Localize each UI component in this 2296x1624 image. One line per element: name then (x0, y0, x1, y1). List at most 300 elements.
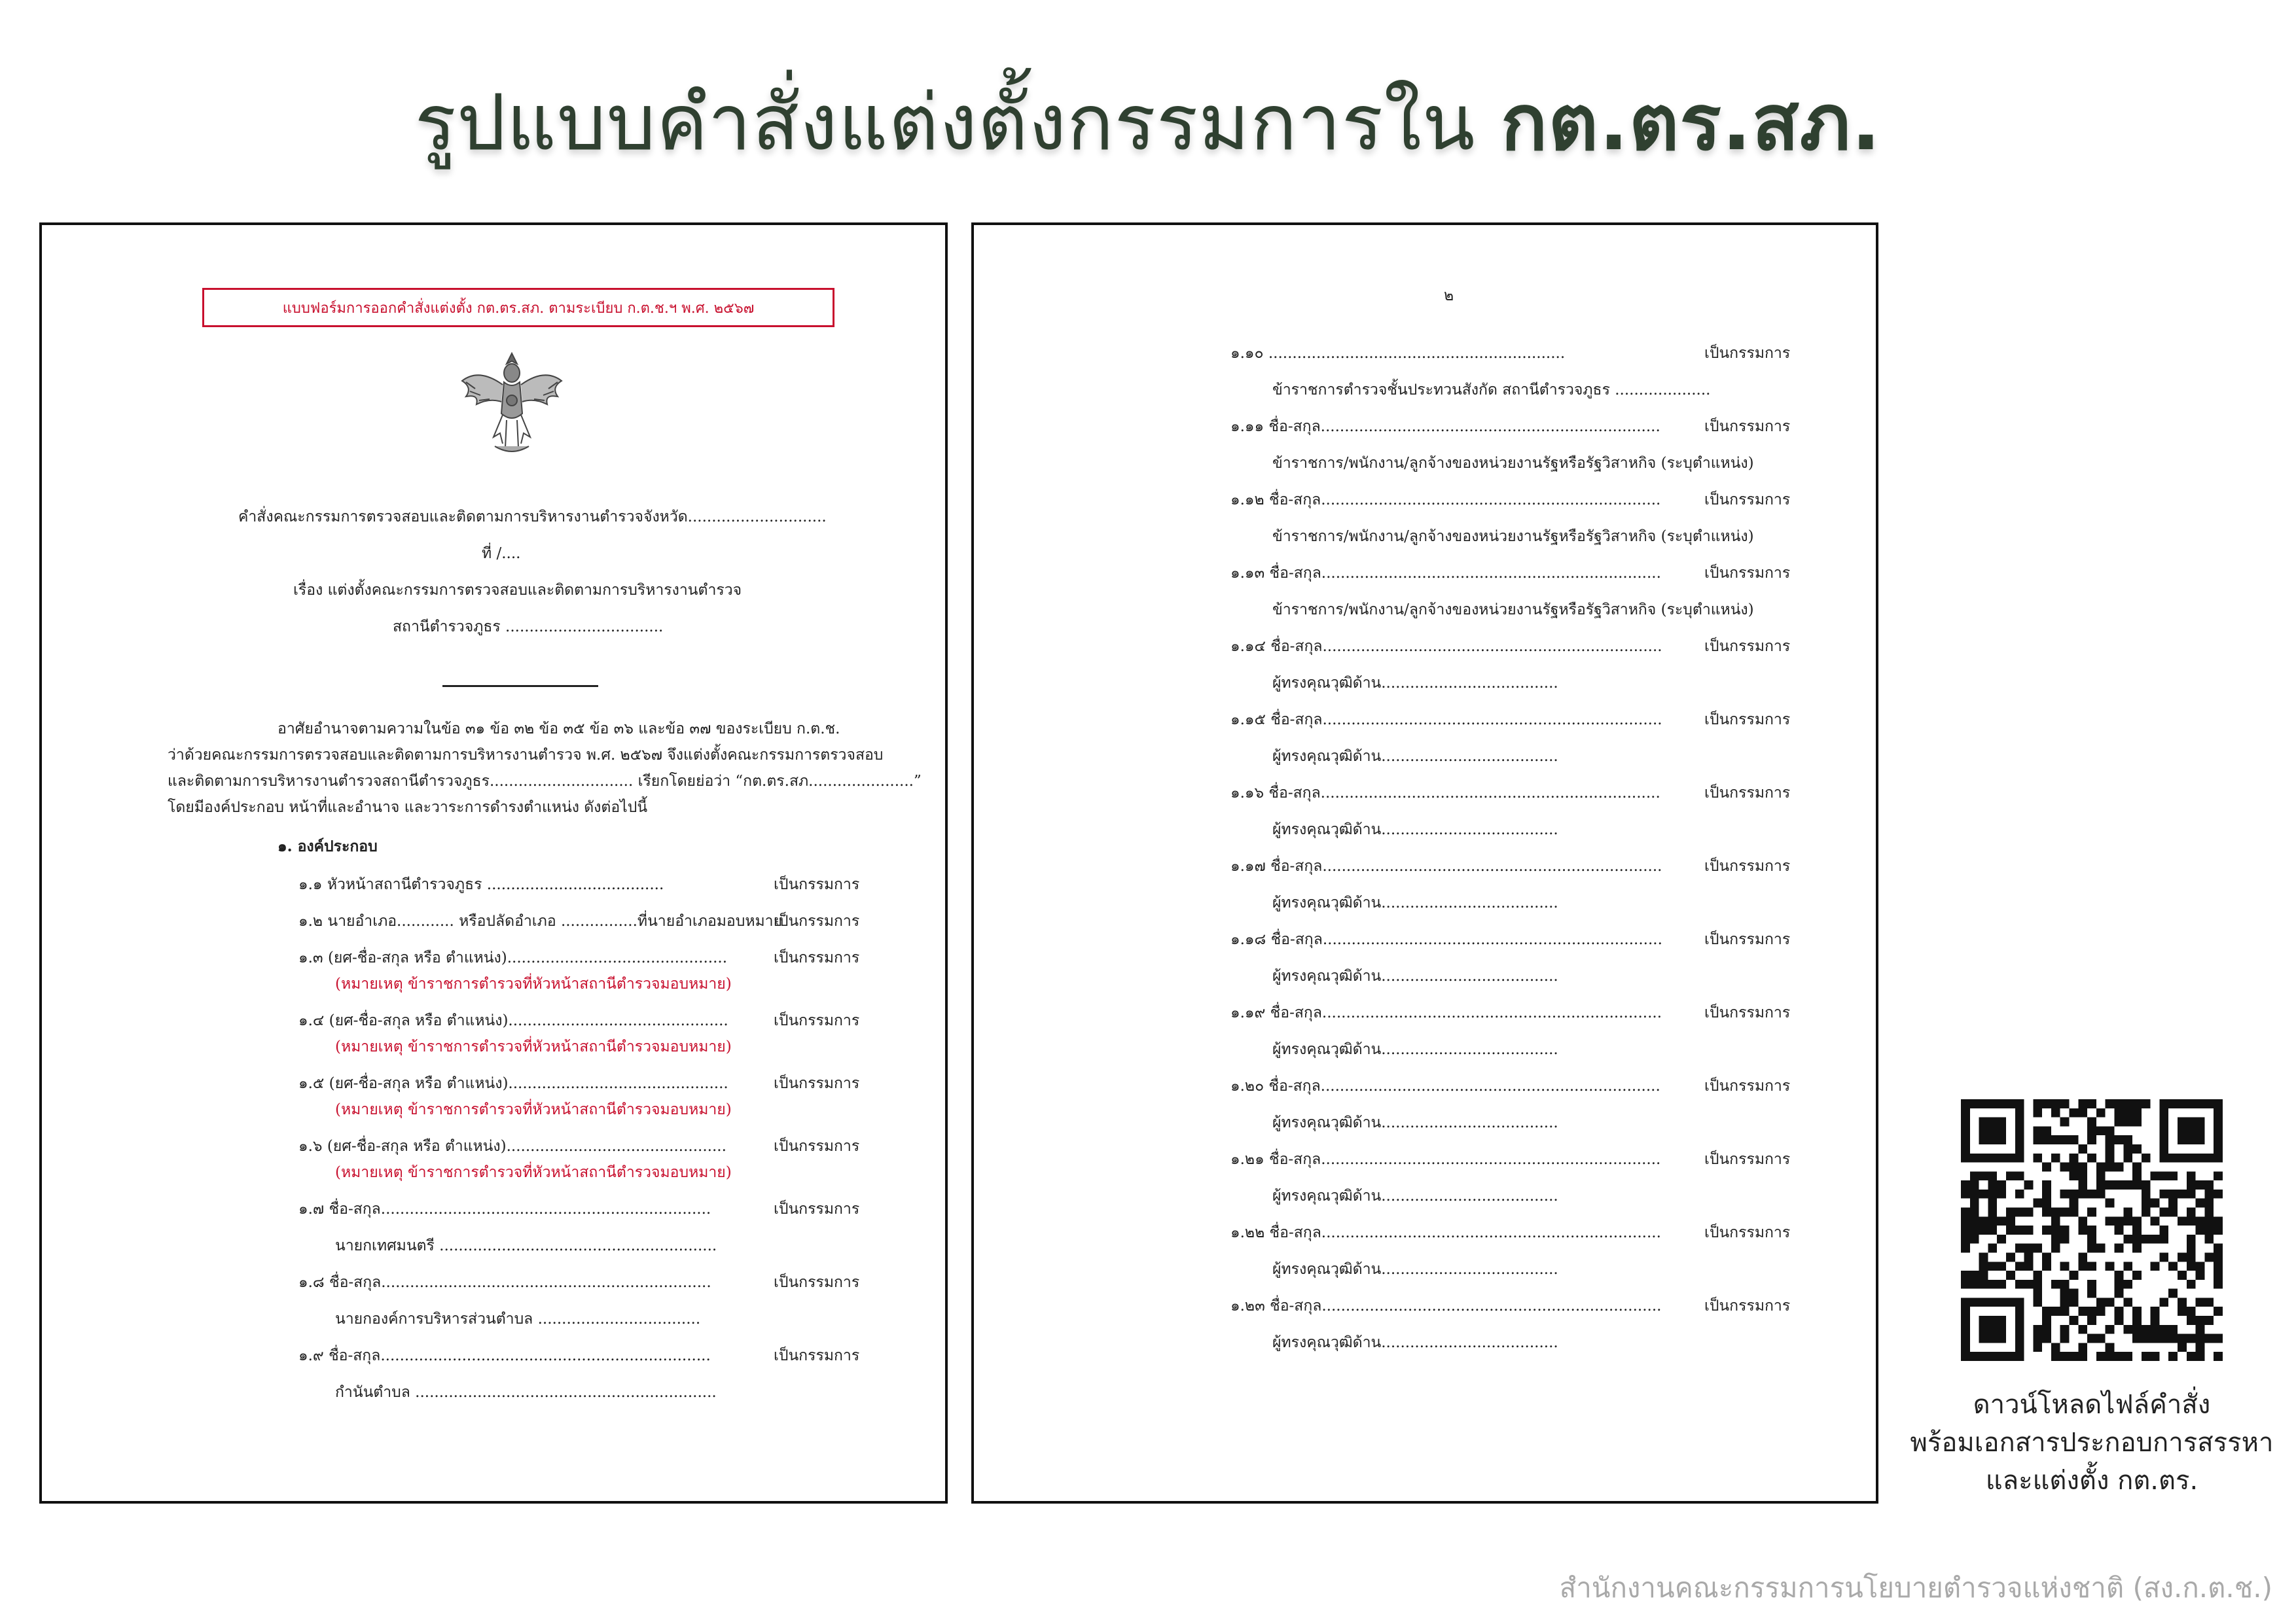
item-role: เป็นกรรมการ (774, 1201, 860, 1218)
item-text: ๑.๑๗ ชื่อ-สกุล....................................................................... (1230, 858, 1662, 875)
qr-module (2060, 1118, 2070, 1127)
qr-module (2214, 1190, 2223, 1199)
qr-module (2196, 1271, 2205, 1280)
qr-module (2114, 1108, 2123, 1118)
qr-module (2123, 1216, 2132, 1226)
body-line-4: โดยมีองค์ประกอบ หน้าที่และอำนาจ และวาระการดำรงตำแหน่ง ดังต่อไปนี้ (168, 799, 648, 816)
qr-module (2033, 1154, 2042, 1163)
qr-module (1961, 1126, 1970, 1135)
qr-module (2178, 1297, 2187, 1307)
qr-module (2132, 1118, 2142, 1127)
qr-module (2123, 1262, 2132, 1271)
qr-module (2106, 1262, 2115, 1271)
qr-module (1988, 1126, 1997, 1135)
qr-module (2006, 1171, 2015, 1180)
qr-module (2132, 1180, 2142, 1190)
qr-module (2042, 1163, 2051, 1172)
qr-module (2015, 1099, 2024, 1108)
qr-module (2214, 1280, 2223, 1289)
qr-module (2178, 1334, 2187, 1343)
qr-module (2178, 1343, 2187, 1352)
qr-module (2024, 1244, 2034, 1253)
qr-module (2114, 1289, 2123, 1298)
qr-module (2096, 1126, 2106, 1135)
qr-module (1979, 1297, 1988, 1307)
item-sub: ผู้ทรงคุณวุฒิด้าน..................................... (1272, 1261, 1558, 1278)
qr-module (2204, 1226, 2214, 1235)
body-line-1: อาศัยอำนาจตามความในข้อ ๓๑ ข้อ ๓๒ ข้อ ๓๕ ข้อ ๓๖ และข้อ ๓๗ ของระเบียบ ก.ต.ช. (278, 720, 840, 737)
item-text: ๑.๑๙ ชื่อ-สกุล....................................................................... (1230, 1004, 1662, 1021)
item-text: ๑.๑๓ ชื่อ-สกุล....................................................................... (1230, 565, 1661, 582)
qr-module (2123, 1154, 2132, 1163)
qr-module (2070, 1190, 2079, 1199)
qr-module (2042, 1199, 2051, 1208)
qr-module (2178, 1216, 2187, 1226)
item-role: เป็นกรรมการ (1704, 1004, 1791, 1021)
qr-module (2042, 1334, 2051, 1343)
qr-module (2196, 1180, 2205, 1190)
qr-module (2006, 1352, 2015, 1361)
qr-module (2114, 1180, 2123, 1190)
qr-module (2168, 1171, 2178, 1180)
qr-module (2159, 1252, 2168, 1262)
qr-module (2042, 1325, 2051, 1334)
item-role: เป็นกรรมการ (1704, 418, 1791, 435)
qr-module (2078, 1144, 2087, 1154)
qr-module (2024, 1180, 2034, 1190)
qr-module (2087, 1307, 2096, 1316)
qr-module (2196, 1118, 2205, 1127)
item-sub: ผู้ทรงคุณวุฒิด้าน..................................... (1272, 821, 1558, 838)
qr-module (1997, 1118, 2006, 1127)
qr-module (1979, 1126, 1988, 1135)
qr-module (2042, 1190, 2051, 1199)
qr-module (1970, 1199, 1979, 1208)
qr-module (2078, 1226, 2087, 1235)
qr-module (2060, 1208, 2070, 1217)
qr-module (1988, 1171, 1997, 1180)
qr-module (2015, 1171, 2024, 1180)
qr-module (1988, 1352, 1997, 1361)
qr-module (2132, 1216, 2142, 1226)
qr-module (2196, 1135, 2205, 1144)
qr-module (2196, 1226, 2205, 1235)
qr-module (2051, 1244, 2060, 1253)
qr-module (2114, 1280, 2123, 1289)
qr-module (2042, 1208, 2051, 1217)
qr-module (2114, 1118, 2123, 1127)
qr-module (2187, 1316, 2196, 1325)
qr-module (1961, 1144, 1970, 1154)
qr-module (1961, 1154, 1970, 1163)
qr-module (2078, 1190, 2087, 1199)
item-sub: ผู้ทรงคุณวุฒิด้าน..................................... (1272, 968, 1558, 985)
qr-module (2060, 1163, 2070, 1172)
qr-module (1979, 1190, 1988, 1199)
qr-module (2114, 1216, 2123, 1226)
qr-module (2078, 1352, 2087, 1361)
qr-module (1970, 1280, 1979, 1289)
qr-module (2106, 1343, 2115, 1352)
document-page-1 (39, 222, 948, 1504)
qr-module (1979, 1252, 1988, 1262)
qr-module (2196, 1334, 2205, 1343)
order-heading: คำสั่งคณะกรรมการตรวจสอบและติดตามการบริหารงานตำรวจจังหวัด............................. (238, 508, 827, 525)
qr-module (1961, 1135, 1970, 1144)
qr-module (1979, 1316, 1988, 1325)
qr-module (1970, 1216, 1979, 1226)
qr-module (2006, 1208, 2015, 1217)
qr-module (2132, 1271, 2142, 1280)
qr-module (2159, 1226, 2168, 1235)
qr-module (2070, 1289, 2079, 1298)
qr-module (2070, 1199, 2079, 1208)
qr-module (2051, 1343, 2060, 1352)
qr-module (2168, 1289, 2178, 1298)
item-note: (หมายเหตุ ข้าราชการตำรวจที่หัวหน้าสถานีตำรวจมอบหมาย) (335, 1164, 732, 1181)
qr-module (2132, 1334, 2142, 1343)
item-sub: ผู้ทรงคุณวุฒิด้าน..................................... (1272, 1041, 1558, 1058)
qr-module (2123, 1180, 2132, 1190)
qr-module (1979, 1226, 1988, 1235)
qr-module (2096, 1297, 2106, 1307)
item-role: เป็นกรรมการ (1704, 858, 1791, 875)
qr-module (2178, 1135, 2187, 1144)
item-role: เป็นกรรมการ (1704, 638, 1791, 655)
qr-module (2132, 1108, 2142, 1118)
qr-module (2060, 1307, 2070, 1316)
item-role: เป็นกรรมการ (1704, 1297, 1791, 1315)
qr-module (2214, 1099, 2223, 1108)
qr-module (2006, 1252, 2015, 1262)
qr-module (2096, 1190, 2106, 1199)
qr-module (1961, 1297, 1970, 1307)
item-text: ๑.๑ หัวหน้าสถานีตำรวจภูธร ..................................... (298, 876, 664, 893)
qr-module (2096, 1171, 2106, 1180)
qr-module (2042, 1262, 2051, 1271)
qr-code-icon[interactable] (1961, 1099, 2223, 1361)
qr-module (2204, 1235, 2214, 1244)
item-sub: ผู้ทรงคุณวุฒิด้าน..................................... (1272, 1188, 1558, 1205)
item-role: เป็นกรรมการ (774, 913, 860, 930)
qr-module (1997, 1235, 2006, 1244)
page-number: ๒ (1444, 287, 1454, 304)
qr-module (1961, 1316, 1970, 1325)
qr-module (2042, 1180, 2051, 1190)
qr-module (1970, 1154, 1979, 1163)
qr-module (1970, 1171, 1979, 1180)
item-note: (หมายเหตุ ข้าราชการตำรวจที่หัวหน้าสถานีตำรวจมอบหมาย) (335, 1038, 732, 1055)
qr-module (2132, 1099, 2142, 1108)
qr-module (1988, 1099, 1997, 1108)
qr-module (2114, 1271, 2123, 1280)
qr-module (2214, 1171, 2223, 1180)
qr-module (2015, 1316, 2024, 1325)
qr-module (2204, 1334, 2214, 1343)
qr-module (2159, 1208, 2168, 1217)
qr-module (2106, 1144, 2115, 1154)
qr-module (2214, 1252, 2223, 1262)
item-sub: ผู้ทรงคุณวุฒิด้าน..................................... (1272, 1334, 1558, 1351)
qr-module (1988, 1190, 1997, 1199)
qr-module (2178, 1190, 2187, 1199)
qr-module (2015, 1307, 2024, 1316)
qr-module (2168, 1099, 2178, 1108)
qr-module (2187, 1252, 2196, 1262)
qr-module (2033, 1271, 2042, 1280)
qr-module (2060, 1352, 2070, 1361)
qr-module (1961, 1244, 1970, 1253)
item-text: ๑.๒๑ ชื่อ-สกุล....................................................................... (1230, 1151, 1661, 1168)
qr-module (2078, 1171, 2087, 1180)
qr-module (2159, 1154, 2168, 1163)
qr-module (2123, 1118, 2132, 1127)
item-sub: กำนันตำบล ............................................................... (335, 1384, 717, 1401)
item-text: ๑.๔ (ยศ-ชื่อ-สกุล หรือ ตำแหน่ง).............................................. (298, 1012, 728, 1029)
qr-module (2123, 1208, 2132, 1217)
qr-module (2132, 1144, 2142, 1154)
qr-module (2114, 1135, 2123, 1144)
item-role: เป็นกรรมการ (774, 1012, 860, 1029)
qr-module (2060, 1235, 2070, 1244)
qr-module (2142, 1154, 2151, 1163)
qr-module (2151, 1216, 2160, 1226)
qr-module (2151, 1325, 2160, 1334)
qr-module (2106, 1135, 2115, 1144)
item-sub: ผู้ทรงคุณวุฒิด้าน..................................... (1272, 894, 1558, 911)
qr-module (2151, 1171, 2160, 1180)
qr-module (2142, 1235, 2151, 1244)
qr-caption-line-3: และแต่งตั้ง กต.ตร. (1985, 1466, 2198, 1496)
qr-module (1970, 1352, 1979, 1361)
qr-module (1970, 1271, 1979, 1280)
qr-module (1997, 1280, 2006, 1289)
item-role: เป็นกรรมการ (1704, 345, 1791, 362)
form-label-box (202, 288, 834, 327)
item-sub: นายกองค์การบริหารส่วนตำบล .................................. (335, 1311, 701, 1328)
qr-module (2204, 1190, 2214, 1199)
qr-module (2151, 1352, 2160, 1361)
qr-module (2033, 1108, 2042, 1118)
qr-module (2123, 1280, 2132, 1289)
qr-module (1997, 1190, 2006, 1199)
item-note: (หมายเหตุ ข้าราชการตำรวจที่หัวหน้าสถานีตำรวจมอบหมาย) (335, 976, 732, 993)
qr-module (2060, 1334, 2070, 1343)
qr-module (2123, 1108, 2132, 1118)
qr-module (2187, 1280, 2196, 1289)
item-text: ๑.๙ ชื่อ-สกุล..................................................................... (298, 1347, 711, 1364)
qr-caption (1902, 1386, 2282, 1500)
qr-module (2060, 1099, 2070, 1108)
qr-module (2214, 1216, 2223, 1226)
qr-module (2106, 1126, 2115, 1135)
qr-module (2151, 1235, 2160, 1244)
order-number: ที่ /.... (482, 545, 521, 562)
item-text: ๑.๒๐ ชื่อ-สกุล....................................................................... (1230, 1078, 1660, 1095)
qr-module (2024, 1262, 2034, 1271)
qr-module (2106, 1216, 2115, 1226)
item-text: ๑.๑๒ ชื่อ-สกุล....................................................................... (1230, 491, 1661, 508)
item-role: เป็นกรรมการ (1704, 565, 1791, 582)
qr-module (2196, 1325, 2205, 1334)
qr-module (2015, 1343, 2024, 1352)
qr-module (1997, 1334, 2006, 1343)
qr-module (2132, 1316, 2142, 1325)
qr-module (2187, 1099, 2196, 1108)
qr-module (2168, 1190, 2178, 1199)
qr-module (2087, 1289, 2096, 1298)
qr-module (1988, 1244, 1997, 1253)
item-text: ๑.๑๘ ชื่อ-สกุล....................................................................... (1230, 931, 1662, 948)
qr-module (1997, 1099, 2006, 1108)
item-sub: ข้าราชการตำรวจชั้นประทวนสังกัด สถานีตำรวจภูธร .................... (1272, 381, 1711, 398)
item-text: ๑.๗ ชื่อ-สกุล..................................................................... (298, 1201, 711, 1218)
qr-module (2123, 1325, 2132, 1334)
qr-module (2070, 1297, 2079, 1307)
qr-module (1997, 1216, 2006, 1226)
qr-module (2006, 1297, 2015, 1307)
qr-module (2214, 1154, 2223, 1163)
qr-module (2087, 1154, 2096, 1163)
qr-module (2051, 1280, 2060, 1289)
qr-module (2204, 1316, 2214, 1325)
qr-module (2051, 1216, 2060, 1226)
qr-module (2204, 1297, 2214, 1307)
item-text: ๑.๑๐ .............................................................. (1230, 345, 1566, 362)
qr-module (2187, 1216, 2196, 1226)
subject-line-2: สถานีตำรวจภูธร ................................. (393, 618, 664, 635)
qr-module (2087, 1334, 2096, 1343)
qr-module (2024, 1226, 2034, 1235)
qr-module (2070, 1135, 2079, 1144)
qr-module (2078, 1108, 2087, 1118)
qr-module (2196, 1154, 2205, 1163)
qr-module (2214, 1118, 2223, 1127)
qr-module (2214, 1352, 2223, 1361)
qr-module (2178, 1154, 2187, 1163)
qr-module (2132, 1325, 2142, 1334)
qr-module (1988, 1199, 1997, 1208)
qr-module (2033, 1297, 2042, 1307)
qr-module (2142, 1199, 2151, 1208)
qr-module (2096, 1244, 2106, 1253)
qr-module (2204, 1099, 2214, 1108)
qr-module (2159, 1135, 2168, 1144)
qr-module (2178, 1307, 2187, 1316)
qr-module (2214, 1262, 2223, 1271)
qr-module (2015, 1226, 2024, 1235)
qr-module (2060, 1325, 2070, 1334)
qr-module (2196, 1216, 2205, 1226)
qr-module (2168, 1325, 2178, 1334)
qr-module (2151, 1334, 2160, 1343)
qr-module (2142, 1208, 2151, 1217)
qr-module (2042, 1316, 2051, 1325)
item-sub: ผู้ทรงคุณวุฒิด้าน..................................... (1272, 748, 1558, 765)
qr-module (2042, 1226, 2051, 1235)
qr-module (2015, 1154, 2024, 1163)
qr-module (2114, 1307, 2123, 1316)
qr-module (2042, 1135, 2051, 1144)
qr-module (2015, 1108, 2024, 1118)
qr-module (1970, 1235, 1979, 1244)
item-text: ๑.๑๔ ชื่อ-สกุล....................................................................... (1230, 638, 1662, 655)
qr-module (2015, 1334, 2024, 1343)
qr-module (2106, 1163, 2115, 1172)
qr-module (2051, 1108, 2060, 1118)
qr-module (1970, 1226, 1979, 1235)
qr-module (2151, 1199, 2160, 1208)
qr-module (1997, 1325, 2006, 1334)
qr-module (2006, 1271, 2015, 1280)
qr-module (2187, 1190, 2196, 1199)
qr-module (1961, 1280, 1970, 1289)
qr-module (1970, 1180, 1979, 1190)
qr-module (2151, 1307, 2160, 1316)
qr-module (2142, 1334, 2151, 1343)
qr-module (1961, 1190, 1970, 1199)
qr-module (1988, 1226, 1997, 1235)
qr-module (2196, 1126, 2205, 1135)
qr-module (1961, 1180, 1970, 1190)
qr-module (2168, 1262, 2178, 1271)
qr-module (2187, 1244, 2196, 1253)
qr-module (1961, 1271, 1970, 1280)
qr-module (2096, 1108, 2106, 1118)
qr-module (2196, 1343, 2205, 1352)
document-page-2 (971, 222, 1878, 1504)
qr-module (2051, 1099, 2060, 1108)
qr-module (2015, 1297, 2024, 1307)
qr-module (2078, 1325, 2087, 1334)
qr-module (1961, 1334, 1970, 1343)
qr-module (2033, 1126, 2042, 1135)
qr-module (2114, 1244, 2123, 1253)
qr-module (1988, 1280, 1997, 1289)
qr-module (2087, 1280, 2096, 1289)
qr-module (1979, 1216, 1988, 1226)
qr-module (2096, 1307, 2106, 1316)
qr-module (2087, 1208, 2096, 1217)
body-line-3: และติดตามการบริหารงานตำรวจสถานีตำรวจภูธร.............................. เรียกโดยย่อว่า “กต.ตร.สภ......................” (168, 773, 922, 790)
qr-module (1979, 1135, 1988, 1144)
qr-module (2015, 1144, 2024, 1154)
qr-module (2187, 1262, 2196, 1271)
qr-module (2015, 1244, 2024, 1253)
qr-module (2187, 1208, 2196, 1217)
qr-module (2132, 1244, 2142, 1253)
qr-module (1961, 1352, 1970, 1361)
qr-module (1997, 1297, 2006, 1307)
subject-line-1: เรื่อง แต่งตั้งคณะกรรมการตรวจสอบและติดตามการบริหารงานตำรวจ (293, 582, 742, 599)
qr-module (2132, 1163, 2142, 1172)
qr-module (2096, 1352, 2106, 1361)
qr-module (2168, 1208, 2178, 1217)
qr-module (2204, 1216, 2214, 1226)
qr-module (2078, 1216, 2087, 1226)
qr-module (2033, 1135, 2042, 1144)
qr-module (2078, 1307, 2087, 1316)
qr-module (1961, 1099, 1970, 1108)
qr-module (2196, 1297, 2205, 1307)
qr-module (2096, 1334, 2106, 1343)
item-role: เป็นกรรมการ (774, 949, 860, 966)
item-text: ๑.๑๖ ชื่อ-สกุล....................................................................... (1230, 785, 1660, 802)
qr-module (2196, 1352, 2205, 1361)
qr-module (2106, 1325, 2115, 1334)
item-role: เป็นกรรมการ (1704, 1078, 1791, 1095)
item-role: เป็นกรรมการ (774, 1138, 860, 1155)
